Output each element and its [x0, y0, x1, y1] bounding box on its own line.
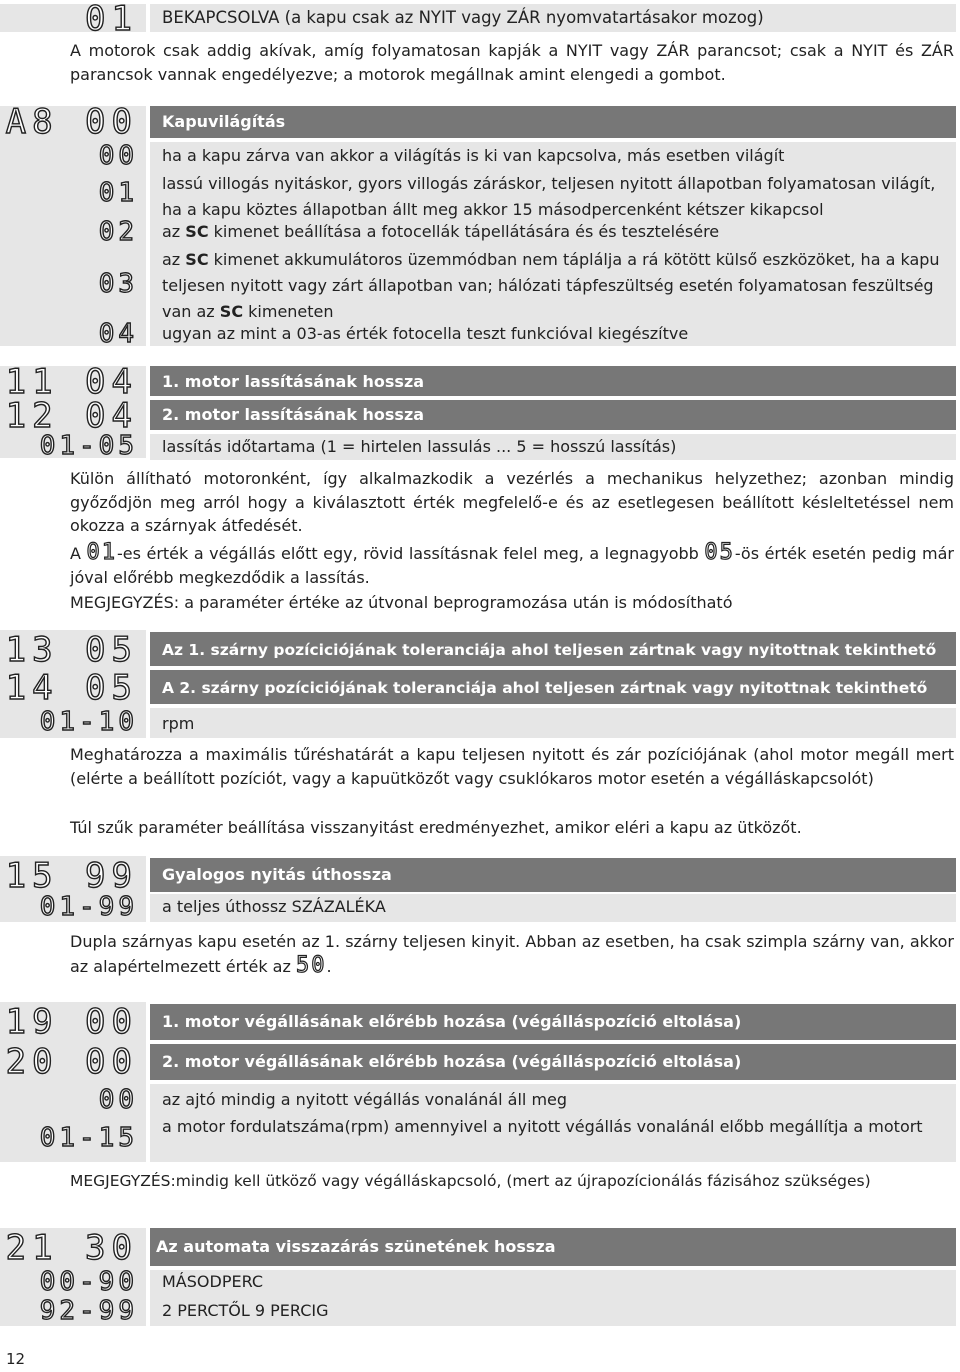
lcd-code: 14 05 — [5, 668, 138, 708]
lcd-option-code: 02 — [98, 217, 138, 247]
lcd-option-code: 00 — [98, 141, 138, 171]
option-text: 2 PERCTŐL 9 PERCIG — [162, 1301, 329, 1320]
range-bar — [150, 708, 956, 738]
lcd-range: 01-05 — [39, 431, 138, 461]
option-text: ha a kapu zárva van akkor a világítás is ki van kapcsolva, más esetben világít — [162, 146, 785, 165]
option-text: az SC kimenet beállítása a fotocellák tápellátására és és tesztelésére — [162, 222, 720, 241]
section-description: A motorok csak addig akívak, amíg folyamatosan kapják a NYIT vagy ZÁR parancsot; csak a NYIT és ZÁR parancsok vannak engedélyezve; a motorok megállnak amint elengedi a gombot. — [70, 41, 954, 84]
lcd-code: 21 30 — [5, 1228, 138, 1268]
section-title: Kapuvilágítás — [162, 112, 286, 131]
section-title: BEKAPCSOLVA (a kapu csak az NYIT vagy ZÁR nyomvatartásakor mozog) — [162, 8, 764, 27]
lcd-code: 12 04 — [5, 396, 138, 436]
lcd-code: 01 — [85, 0, 138, 39]
lcd-option-code: 01-15 — [39, 1123, 138, 1153]
option-text: lassú villogás nyitáskor, gyors villogás záráskor, teljesen nyitott állapotban folyamatosan világít, ha a kapu köztes állapotban állt meg akkor 15 másodpercenként kétszer kikapcsol — [162, 174, 936, 219]
lcd-range: 01-10 — [39, 707, 138, 737]
lcd-code: 13 05 — [5, 630, 138, 670]
lcd-option-code: 00-90 — [39, 1267, 138, 1297]
section-description: Meghatározza a maximális tűréshatárát a kapu teljesen nyitott és zár pozíciójának (ahol motor megáll mert (elérte a beállított pozíciót, vagy a kapuütközőt vagy csuklókaros motor esetén a végálláskapcsolót) — [70, 745, 954, 788]
lcd-option-code: 92-99 — [39, 1296, 138, 1326]
inline-lcd-code: 01 — [86, 540, 117, 565]
lcd-option-code: 03 — [98, 269, 138, 299]
option-text: ugyan az mint a 03-as érték fotocella teszt funkcióval kiegészítve — [162, 324, 689, 343]
section-title: 2. motor végállásának előrébb hozása (végálláspozíció eltolása) — [162, 1052, 742, 1071]
option-text: MÁSODPERC — [162, 1272, 264, 1291]
option-text: az ajtó mindig a nyitott végállás vonalánál áll meg — [162, 1090, 568, 1109]
section-title: Az automata visszazárás szünetének hossza — [156, 1237, 556, 1256]
lcd-code: 20 00 — [5, 1042, 138, 1082]
lcd-code: 11 04 — [5, 362, 138, 402]
section-title: A 2. szárny pozíciciójának toleranciája ahol teljesen zártnak vagy nyitottnak tekinthető — [162, 679, 928, 697]
lcd-code: A8 00 — [5, 102, 138, 142]
section-title: 1. motor végállásának előrébb hozása (végálláspozíció eltolása) — [162, 1012, 742, 1031]
section-title: 1. motor lassításának hossza — [162, 372, 425, 391]
option-text: a motor fordulatszáma(rpm) amennyivel a nyitott végállás vonalánál előbb megállítja a motort — [162, 1117, 923, 1136]
inline-lcd-code: 05 — [704, 540, 735, 565]
section-description: Külön állítható motoronként, így alkalmazkodik a vezérlés a mechanikus helyzethez; azonban mindig győződjön meg arról hogy a kiválasztott érték megfelelő-e és az esetlegesen beállított késleltetéssel nem okozza a szárnyak átfedését. — [70, 469, 954, 535]
lcd-range: 01-99 — [39, 892, 138, 922]
range-text: rpm — [162, 714, 195, 733]
section-title: Az 1. szárny pozíciciójának toleranciája ahol teljesen zártnak vagy nyitottnak tekinthető — [162, 641, 937, 659]
section-description: A 01-es érték a végállás előtt egy, rövid lassításnak felel meg, a legnagyobb 05-ös érték esetén pedig már jóval előrébb megkezdődik a lassítás. — [70, 540, 954, 587]
lcd-option-code: 01 — [98, 178, 138, 208]
lcd-code: 15 99 — [5, 856, 138, 896]
inline-lcd-code: 50 — [295, 952, 327, 978]
section-title: Gyalogos nyitás úthossza — [162, 865, 392, 884]
range-text: lassítás időtartama (1 = hirtelen lassulás ... 5 = hosszú lassítás) — [162, 437, 677, 456]
lcd-option-code: 04 — [98, 319, 138, 349]
range-text: a teljes úthossz SZÁZALÉKA — [162, 897, 386, 916]
option-text: az SC kimenet akkumulátoros üzemmódban nem táplálja a rá kötött külső eszközöket, ha a kapu teljesen nyitott vagy zárt állapotban van; hálózati tápfeszültség esetén folyamatosan feszültség van az SC kimeneten — [162, 250, 940, 321]
section-title: 2. motor lassításának hossza — [162, 405, 425, 424]
lcd-option-code: 00 — [98, 1085, 138, 1115]
section-note: MEGJEGYZÉS: a paraméter értéke az útvonal beprogramozása után is módosítható — [70, 593, 733, 612]
lcd-code: 19 00 — [5, 1002, 138, 1042]
page-number: 12 — [6, 1350, 26, 1368]
section-description: Dupla szárnyas kapu esetén az 1. szárny teljesen kinyit. Abban az esetben, ha csak szimpla szárny van, akkor az alapértelmezett érték az 50. — [70, 932, 954, 978]
section-note: MEGJEGYZÉS:mindig kell ütköző vagy végálláskapcsoló, (mert az újrapozícionálás fázisához szükséges) — [70, 1172, 871, 1190]
section-description: Túl szűk paraméter beállítása visszanyitást eredményezhet, amikor eléri a kapu az ütközőt. — [70, 818, 802, 837]
